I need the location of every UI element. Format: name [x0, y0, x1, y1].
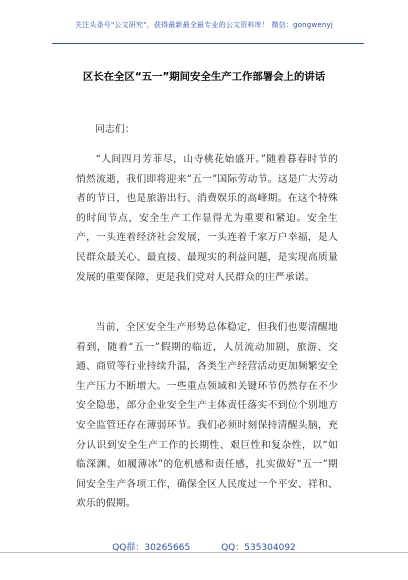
- footer-divider: [0, 552, 408, 553]
- salutation: 同志们：: [95, 124, 135, 135]
- footer-qq-number: QQ：535304092: [221, 543, 296, 553]
- paragraph-1: “人间四月芳菲尽，山寺桃花始盛开。”随着暮春时节的悄然流逝，我们即将迎来“五一”国际劳动节。这是广大劳动者的节日，也是旅游出行、消费娱乐的高峰期。在这个特殊的时间节点，安全生产工作显得尤为重要和紧迫。安全生产，一头连着经济社会发展，一头连着千家万户幸福，是人民群众最关心、最直接、最现实的利益问题，是实现高质量发展的重要保障，更是我们党对人民群众的庄严承诺。: [76, 154, 338, 283]
- document-title: 区长在全区“五一”期间安全生产工作部署会上的讲话: [82, 71, 326, 83]
- footer-qq-group: QQ群：30265665: [112, 543, 191, 553]
- header-note: 关注头条号"公文研究"，获得最新最全最专业的公文资料库！ 微信：gongwenyj: [74, 21, 334, 29]
- paragraph-2: 当前，全区安全生产形势总体稳定，但我们也要清醒地看到，随着“五一”假期的临近，人员流动加剧，旅游、交通、商贸等行业持续升温，各类生产经营活动更加频繁安全生产压力不断增大。一些重点领域和关键环节仍然存在不少安全隐患，部分企业安全生产主体责任落实不到位个别地方安全监管还存在薄弱环节。我们必须时刻保持清醒头脑，充分认识到安全生产工作的长期性、艰巨性和复杂性，以“如临深渊、如履薄冰”的危机感和责任感，扎实做好“五一”期间安全生产各项工作，确保全区人民度过一个平安、祥和、欢乐的假期。: [76, 322, 338, 510]
- header-divider: [52, 43, 364, 44]
